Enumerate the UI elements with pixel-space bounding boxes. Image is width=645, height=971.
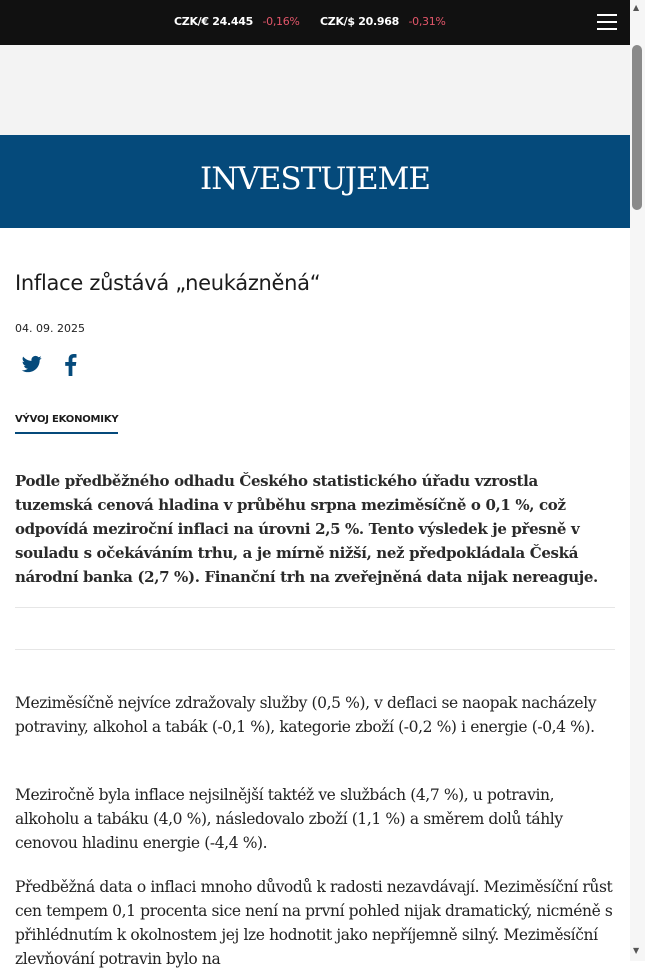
article-date: 04. 09. 2025 <box>15 322 85 335</box>
facebook-icon[interactable] <box>60 354 82 376</box>
ticker-czk-usd <box>320 15 446 28</box>
currency-ticker-bar <box>0 0 630 45</box>
article-paragraph: Předběžná data o inflaci mnoho důvodů k radosti nezavdávají. Meziměsíční růst cen tempem 0,1 procenta sice není na první pohled nijak dramatický, nicméně s přihlédnutím k okolnostem jej lze hodnotit jako nepříjemně silný. Meziměsíční zlevňování potravin bylo na <box>15 878 613 968</box>
category-tag[interactable]: VÝVOJ EKONOMIKY <box>15 414 118 434</box>
divider <box>15 649 615 650</box>
ticker-czk-eur <box>174 15 300 28</box>
article-paragraph: Meziročně byla inflace nejsilnější taktéž ve službách (4,7 %), u potravin, alkoholu a tabáku (4,0 %), následovalo zboží (1,1 %) a směrem dolů táhly cenovou hladinu energie (-4,4 %). <box>15 786 563 852</box>
ticker-value: 24.445 <box>212 15 253 28</box>
ticker-pair: CZK/$ <box>320 15 355 28</box>
site-logo[interactable]: INVESTUJEME <box>199 161 431 197</box>
ad-placeholder <box>0 45 630 135</box>
divider <box>15 607 615 608</box>
twitter-icon[interactable] <box>21 354 43 376</box>
scroll-up-arrow-icon[interactable]: ▲ <box>633 3 640 12</box>
scrollbar-thumb[interactable] <box>632 45 642 210</box>
ticker-change: -0,16% <box>262 15 300 28</box>
ticker-value: 20.968 <box>358 15 399 28</box>
article-paragraph: Meziměsíčně nejvíce zdražovaly služby (0,5 %), v deflaci se naopak nacházely potraviny, alkohol a tabák (-0,1 %), kategorie zboží (-0,2 %) i energie (-0,4 %). <box>15 694 597 736</box>
article-title: Inflace zůstává „neukázněná“ <box>15 271 321 295</box>
hamburger-menu-icon[interactable] <box>597 14 617 30</box>
ticker-pair: CZK/€ <box>174 15 209 28</box>
brand-header <box>0 135 630 228</box>
ticker-change: -0,31% <box>408 15 446 28</box>
article-lead: Podle předběžného odhadu Českého statistického úřadu vzrostla tuzemská cenová hladina v průběhu srpna meziměsíčně o 0,1 %, což odpovídá meziroční inflaci na úrovni 2,5 %. Tento výsledek je přesně v souladu s očekáváním trhu, a je mírně nižší, než předpokládala Česká národní banka (2,7 %). Finanční trh na zveřejněná data nijak nereaguje. <box>15 472 598 586</box>
scroll-down-arrow-icon[interactable]: ▼ <box>633 946 640 955</box>
